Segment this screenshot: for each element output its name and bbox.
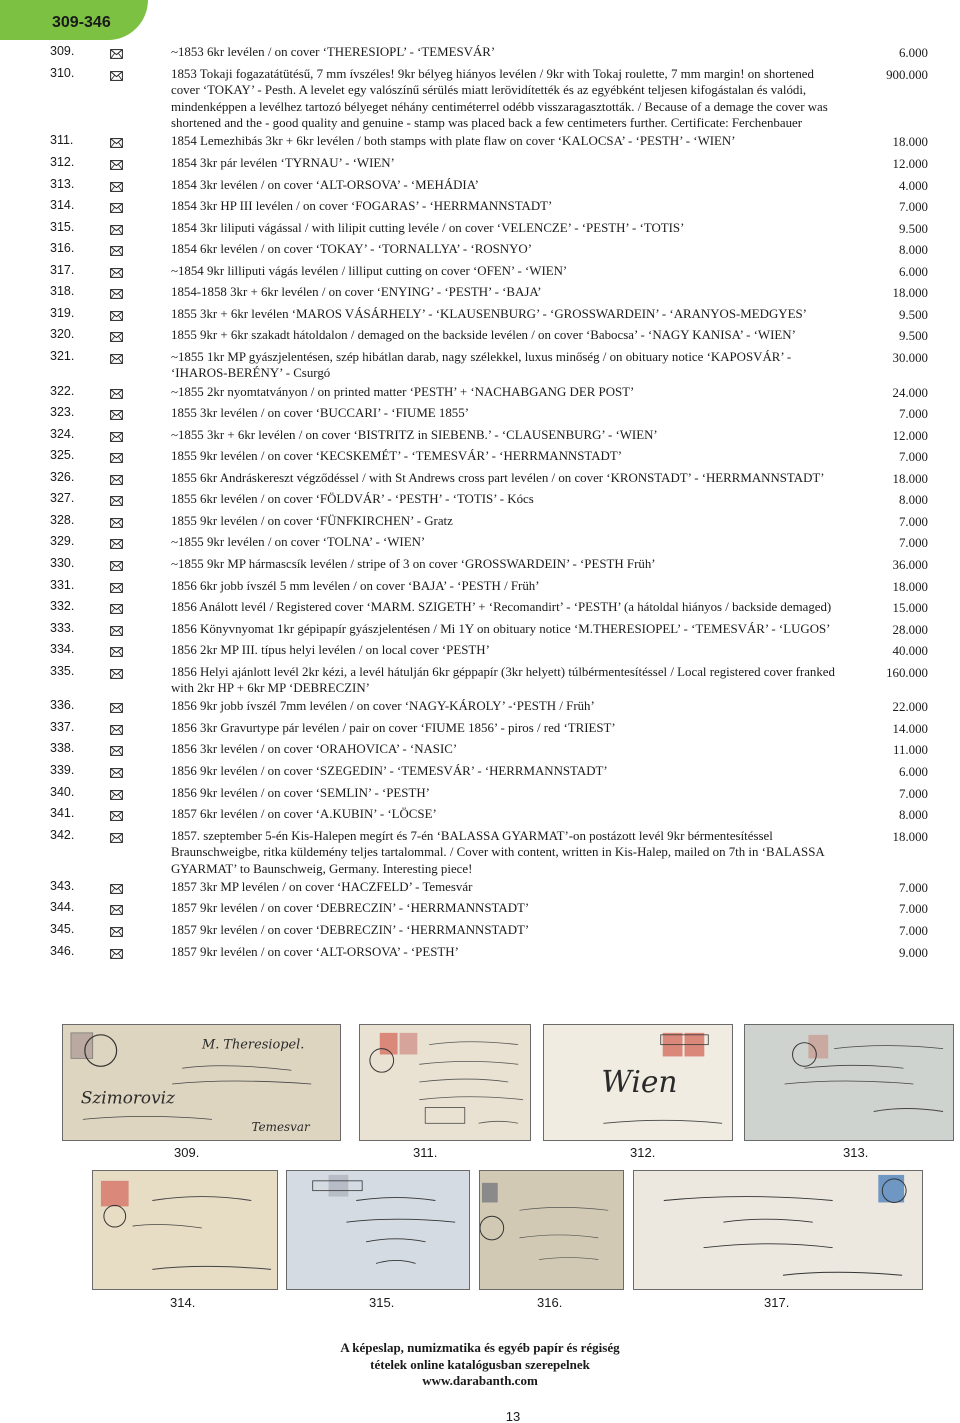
lot-description: 1856 Análott levél / Registered cover ‘MARM. SZIGETH’ + ‘Recomandirt’ - ‘PESTH’ (a hátoldal hiányos / backside demaged) [171, 600, 832, 615]
envelope-icon [110, 743, 123, 753]
lot-number: 325. [50, 448, 75, 463]
lot-number: 330. [50, 555, 75, 570]
lot-number: 311. [50, 133, 74, 148]
lot-row [0, 43, 960, 65]
lot-description: ~1854 9kr lilliputi vágás levélen / lilliput cutting on cover ‘OFEN’ - ‘WIEN’ [171, 263, 568, 278]
lot-number: 313. [50, 176, 75, 191]
page-number: 13 [505, 1409, 521, 1423]
lot-number: 323. [50, 405, 75, 420]
footer-line-2: tételek online katalógusban szerepelnek [370, 1356, 590, 1372]
lot-description: 1856 3kr levélen / on cover ‘ORAHOVICA’ - ‘NASIC’ [171, 742, 458, 757]
lot-number: 343. [50, 878, 75, 893]
lot-number: 342. [50, 827, 75, 842]
lot-description: 1854 Lemezhibás 3kr + 6kr levélen / both stamps with plate flaw on cover ‘KALOCSA’ - ‘PESTH’ - ‘WIEN’ [171, 134, 736, 149]
lot-price: 8.000 [898, 808, 928, 823]
envelope-icon [110, 902, 123, 912]
lot-number: 341. [50, 806, 75, 821]
lot-number: 328. [50, 512, 75, 527]
lot-description: 1856 6kr jobb ívszél 5 mm levélen / on cover ‘BAJA’ - ‘PESTH / Früh’ [171, 578, 540, 593]
lot-price: 9.500 [898, 329, 928, 344]
envelope-icon [110, 881, 123, 891]
lot-row [0, 132, 960, 154]
lot-description: 1857 6kr levélen / on cover ‘A.KUBIN’ - ‘LÖCSE’ [171, 807, 437, 822]
lot-row [0, 740, 960, 762]
lot-price: 24.000 [892, 385, 928, 400]
lot-price: 7.000 [898, 514, 928, 529]
lot-row [0, 921, 960, 943]
lot-description: ~1855 9kr MP hármascsík levélen / stripe of 3 on cover ‘GROSSWARDEIN’ - ‘PESTH Früh’ [171, 556, 656, 571]
lot-row [0, 641, 960, 663]
lot-price: 6.000 [898, 765, 928, 780]
lot-price: 15.000 [892, 601, 928, 616]
envelope-icon [110, 222, 123, 232]
envelope-icon [110, 200, 123, 210]
lot-row [0, 219, 960, 241]
cover-photo-311 [359, 1024, 531, 1141]
lot-price: 7.000 [898, 880, 928, 895]
lot-number: 340. [50, 784, 75, 799]
lot-price: 8.000 [898, 493, 928, 508]
lot-price: 6.000 [898, 46, 928, 60]
lot-number: 316. [50, 241, 75, 256]
cover-photo-316 [479, 1170, 624, 1290]
cover-photo-314 [92, 1170, 278, 1290]
lot-number: 318. [50, 284, 75, 299]
lot-price: 7.000 [898, 450, 928, 465]
lot-description: ~1855 2kr nyomtatványon / on printed matter ‘PESTH’ + ‘NACHABGANG DER POST’ [171, 384, 635, 399]
lot-price: 18.000 [892, 471, 928, 486]
lot-row [0, 197, 960, 219]
lot-price: 900.000 [886, 67, 928, 82]
lot-number: 329. [50, 534, 75, 549]
cover-script-312-1: Wien [601, 1064, 678, 1099]
photo-caption-315: 315. [369, 1295, 395, 1310]
lot-number: 326. [50, 469, 75, 484]
lot-price: 7.000 [898, 902, 928, 917]
lot-number: 324. [50, 426, 75, 441]
lot-description: ~1855 3kr + 6kr levélen / on cover ‘BISTRITZ in SIEBENB.’ - ‘CLAUSENBURG’ - ‘WIEN’ [171, 427, 658, 442]
lot-description: 1857. szeptember 5-én Kis-Halepen megírt és 7-én ‘BALASSA GYARMAT’-on postázott levél 9kr bérmentesítéssel Braunschweigbe, ritka küldemény teljes tartalommal. / Cover with content, written in Kis-Halep, mailed on 7th in ‘BALASSA GYARMAT’ to Baunschweig, Germany. Interesting piece! [171, 828, 824, 876]
cover-script-309-2: Szimoroviz [80, 1087, 175, 1108]
lot-price: 12.000 [892, 156, 928, 171]
cover-photo-315 [286, 1170, 470, 1290]
envelope-icon [110, 601, 123, 611]
lot-number: 312. [50, 154, 75, 169]
lot-price: 4.000 [898, 178, 928, 193]
envelope-icon [110, 265, 123, 275]
envelope-icon [110, 644, 123, 654]
lot-number: 335. [50, 663, 75, 678]
envelope-icon [110, 787, 123, 797]
lot-description: ~1853 6kr levélen / on cover ‘THERESIOPL’ - ‘TEMESVÁR’ [171, 45, 496, 59]
lot-number: 314. [50, 198, 75, 213]
lot-price: 30.000 [892, 350, 928, 365]
envelope-icon [110, 351, 123, 361]
envelope-icon [110, 243, 123, 253]
lot-range-label: 309-346 [52, 14, 111, 31]
lot-number: 320. [50, 327, 75, 342]
lot-row [0, 577, 960, 599]
lot-description: 1857 9kr levélen / on cover ‘DEBRECZIN’ - ‘HERRMANNSTADT’ [171, 923, 530, 938]
lot-description: 1856 2kr MP III. típus helyi levélen / on local cover ‘PESTH’ [171, 643, 490, 658]
lot-price: 6.000 [898, 264, 928, 279]
lot-price: 7.000 [898, 536, 928, 551]
lot-row [0, 65, 960, 133]
lot-row [0, 426, 960, 448]
lot-row [0, 762, 960, 784]
lot-number: 345. [50, 922, 75, 937]
lot-price: 40.000 [892, 644, 928, 659]
lot-price: 28.000 [892, 622, 928, 637]
lot-number: 327. [50, 491, 75, 506]
lot-number: 346. [50, 943, 75, 958]
lot-description: 1856 9kr jobb ívszél 7mm levélen / on cover ‘NAGY-KÁROLY’ -‘PESTH / Früh’ [171, 699, 595, 714]
lot-description: 1855 9kr levélen / on cover ‘KECSKEMÉT’ - ‘TEMESVÁR’ - ‘HERRMANNSTADT’ [171, 449, 623, 464]
lot-description: 1857 9kr levélen / on cover ‘ALT-ORSOVA’ - ‘PESTH’ [171, 944, 459, 959]
lot-row [0, 326, 960, 348]
lot-row [0, 663, 960, 698]
lot-row [0, 899, 960, 921]
lot-row [0, 176, 960, 198]
lot-description: 1857 9kr levélen / on cover ‘DEBRECZIN’ - ‘HERRMANNSTADT’ [171, 901, 530, 916]
lot-description: 1856 Könyvnyomat 1kr gépipapír gyászjelentésen / Mi 1Y on obituary notice ‘M.THERESIOPEL’ - ‘TEMESVÁR’ - ‘LUGOS’ [171, 621, 831, 636]
lot-row [0, 404, 960, 426]
lot-description: 1855 3kr levélen / on cover ‘BUCCARI’ - ‘FIUME 1855’ [171, 406, 469, 421]
photo-caption-313: 313. [843, 1145, 869, 1160]
lot-description: 1855 3kr + 6kr levélen ‘MAROS VÁSÁRHELY’ - ‘KLAUSENBURG’ - ‘GROSSWARDEIN’ - ‘ARANYOS-MEDGYES’ [171, 306, 807, 321]
lot-row [0, 533, 960, 555]
envelope-icon [110, 157, 123, 167]
lot-description: 1856 9kr levélen / on cover ‘SZEGEDIN’ - ‘TEMESVÁR’ - ‘HERRMANNSTADT’ [171, 764, 608, 779]
photo-caption-317: 317. [764, 1295, 790, 1310]
lot-number: 338. [50, 741, 75, 756]
envelope-icon [110, 286, 123, 296]
lot-row [0, 447, 960, 469]
lot-price: 9.000 [898, 945, 928, 960]
lot-number: 317. [50, 262, 75, 277]
lot-number: 332. [50, 599, 75, 614]
envelope-icon [110, 830, 123, 840]
lot-number: 319. [50, 305, 75, 320]
envelope-icon [110, 765, 123, 775]
envelope-icon [110, 429, 123, 439]
lot-number: 344. [50, 900, 75, 915]
lot-row [0, 383, 960, 405]
envelope-icon [110, 722, 123, 732]
lot-row [0, 620, 960, 642]
lot-description: ~1855 9kr levélen / on cover ‘TOLNA’ - ‘WIEN’ [171, 535, 426, 550]
lot-number: 333. [50, 620, 75, 635]
lot-number: 336. [50, 698, 75, 713]
section-tab [0, 0, 148, 40]
lot-description: ~1855 1kr MP gyászjelentésen, szép hibátlan darab, nagy szélekkel, luxus minőség / on obituary notice ‘KAPOSVÁR’ - ‘IHAROS-BERÉNY’ - Csurgó [171, 349, 792, 381]
lot-row [0, 827, 960, 878]
lot-number: 321. [50, 348, 75, 363]
lot-price: 12.000 [892, 428, 928, 443]
envelope-icon [110, 68, 123, 78]
lot-number: 322. [50, 383, 75, 398]
lot-price: 36.000 [892, 557, 928, 572]
lot-description: 1856 Helyi ajánlott levél 2kr kézi, a levél hátulján 6kr géppapír (3kr helyett) túlbérmentesítéssel / Local registered cover franked with 2kr HP + 6kr MP ‘DEBRECZIN’ [171, 664, 835, 696]
lot-row [0, 154, 960, 176]
envelope-icon [110, 700, 123, 710]
lot-price: 18.000 [892, 286, 928, 301]
lot-description: 1855 9kr + 6kr szakadt hátoldalon / demaged on the backside levélen / on cover ‘Babocsa’ - ‘NAGY KANISA’ - ‘WIEN’ [171, 328, 796, 343]
lot-price: 7.000 [898, 786, 928, 801]
envelope-icon [110, 450, 123, 460]
lot-price: 9.500 [898, 221, 928, 236]
envelope-icon [110, 493, 123, 503]
lot-price: 18.000 [892, 829, 928, 844]
lot-price: 11.000 [893, 743, 928, 758]
lot-description: 1853 Tokaji fogazatátütésű, 7 mm ívszéles! 9kr bélyeg hiányos levélen / 9kr with Tokaj roulette, 7 mm margin! on shortened cover ‘TOKAY’ - Pesth. A levelet egy valószínű sérülés miatt lerövidítették és az egyébként teljesen kifogástalan és valódi, mindenképpen a levélhez tartozó bélyeget néhány centiméterrel odébb visszaragasztották. / Because of a demage the cover was shortened and the - good quality and genuine - stamp was placed back a few centimeters further. Certificate: Ferchenbauer [171, 66, 828, 131]
cover-photo-317 [633, 1170, 923, 1290]
cover-script-309-1: M. Theresiopel. [201, 1037, 305, 1053]
lot-description: 1856 9kr levélen / on cover ‘SEMLIN’ - ‘PESTH’ [171, 785, 430, 800]
envelope-icon [110, 46, 123, 56]
envelope-icon [110, 666, 123, 676]
lot-price: 18.000 [892, 579, 928, 594]
lot-row [0, 805, 960, 827]
envelope-icon [110, 946, 123, 956]
lot-description: 1854 3kr levélen / on cover ‘ALT-ORSOVA’ - ‘MEHÁDIA’ [171, 177, 479, 192]
cover-photo-313 [744, 1024, 954, 1141]
lot-price: 7.000 [898, 200, 928, 215]
lot-row [0, 305, 960, 327]
photo-caption-314: 314. [170, 1295, 196, 1310]
lot-price: 160.000 [886, 665, 928, 680]
lot-row [0, 555, 960, 577]
envelope-icon [110, 924, 123, 934]
lot-description: 1855 9kr levélen / on cover ‘FÜNFKIRCHEN’ - Gratz [171, 513, 453, 528]
photo-caption-309: 309. [174, 1145, 200, 1160]
lot-number: 315. [50, 219, 75, 234]
cover-photo-309 [62, 1024, 341, 1141]
lot-number: 334. [50, 642, 75, 657]
lot-number: 331. [50, 577, 75, 592]
cover-script-309-3: Temesvar [251, 1120, 310, 1135]
lot-price: 9.500 [898, 307, 928, 322]
lot-description: 1854 3kr HP III levélen / on cover ‘FOGARAS’ - ‘HERRMANNSTADT’ [171, 199, 553, 214]
lot-number: 309. [50, 44, 75, 58]
lot-row [0, 469, 960, 491]
lot-row [0, 490, 960, 512]
envelope-icon [110, 808, 123, 818]
lot-row [0, 719, 960, 741]
footer-note [260, 1340, 700, 1390]
envelope-icon [110, 558, 123, 568]
envelope-icon [110, 308, 123, 318]
photo-caption-312: 312. [630, 1145, 656, 1160]
envelope-icon [110, 623, 123, 633]
lot-row [0, 598, 960, 620]
lot-row [0, 943, 960, 965]
envelope-icon [110, 580, 123, 590]
photo-caption-311: 311. [413, 1145, 438, 1160]
lot-price: 7.000 [898, 924, 928, 939]
lot-price: 22.000 [892, 700, 928, 715]
lot-row [0, 262, 960, 284]
lot-price: 7.000 [898, 407, 928, 422]
envelope-icon [110, 329, 123, 339]
lot-row [0, 348, 960, 383]
lot-price: 18.000 [892, 135, 928, 150]
lot-row [0, 878, 960, 900]
lot-row [0, 697, 960, 719]
envelope-icon [110, 407, 123, 417]
envelope-icon [110, 179, 123, 189]
cover-photo-312 [543, 1024, 733, 1141]
footer-line-1: A képeslap, numizmatika és egyéb papír és régiség [340, 1340, 620, 1355]
envelope-icon [110, 536, 123, 546]
lot-row [0, 784, 960, 806]
lot-description: 1855 6kr Andráskereszt végződéssel / with St Andrews cross part levélen / on cover ‘KRONSTADT’ - ‘HERRMANNSTADT’ [171, 470, 825, 485]
lot-description: 1855 6kr levélen / on cover ‘FÖLDVÁR’ - ‘PESTH’ - ‘TOTIS’ - Kócs [171, 492, 534, 507]
lot-description: 1857 3kr MP levélen / on cover ‘HACZFELD’ - Temesvár [171, 879, 473, 894]
lot-number: 339. [50, 763, 75, 778]
lot-description: 1854 3kr pár levélen ‘TYRNAU’ - ‘WIEN’ [171, 155, 395, 170]
lot-number: 337. [50, 719, 75, 734]
envelope-icon [110, 135, 123, 145]
envelope-icon [110, 386, 123, 396]
lot-price: 8.000 [898, 243, 928, 258]
lot-row [0, 283, 960, 305]
lot-description: 1856 3kr Gravurtype pár levélen / pair on cover ‘FIUME 1856’ - piros / red ‘TRIEST’ [171, 720, 616, 735]
footer-website: www.darabanth.com [422, 1373, 538, 1388]
envelope-icon [110, 472, 123, 482]
lot-row [0, 512, 960, 534]
lot-description: 1854 3kr liliputi vágással / with lilipit cutting levéle / on cover ‘VELENCZE’ - ‘PESTH’ - ‘TOTIS’ [171, 220, 685, 235]
envelope-icon [110, 515, 123, 525]
lot-description: 1854-1858 3kr + 6kr levélen / on cover ‘ENYING’ - ‘PESTH’ - ‘BAJA’ [171, 285, 542, 300]
lot-price: 14.000 [892, 721, 928, 736]
lot-number: 310. [50, 65, 75, 80]
lot-list [0, 43, 960, 964]
photo-caption-316: 316. [537, 1295, 563, 1310]
lot-description: 1854 6kr levélen / on cover ‘TOKAY’ - ‘TORNALLYA’ - ‘ROSNYO’ [171, 242, 533, 257]
lot-row [0, 240, 960, 262]
